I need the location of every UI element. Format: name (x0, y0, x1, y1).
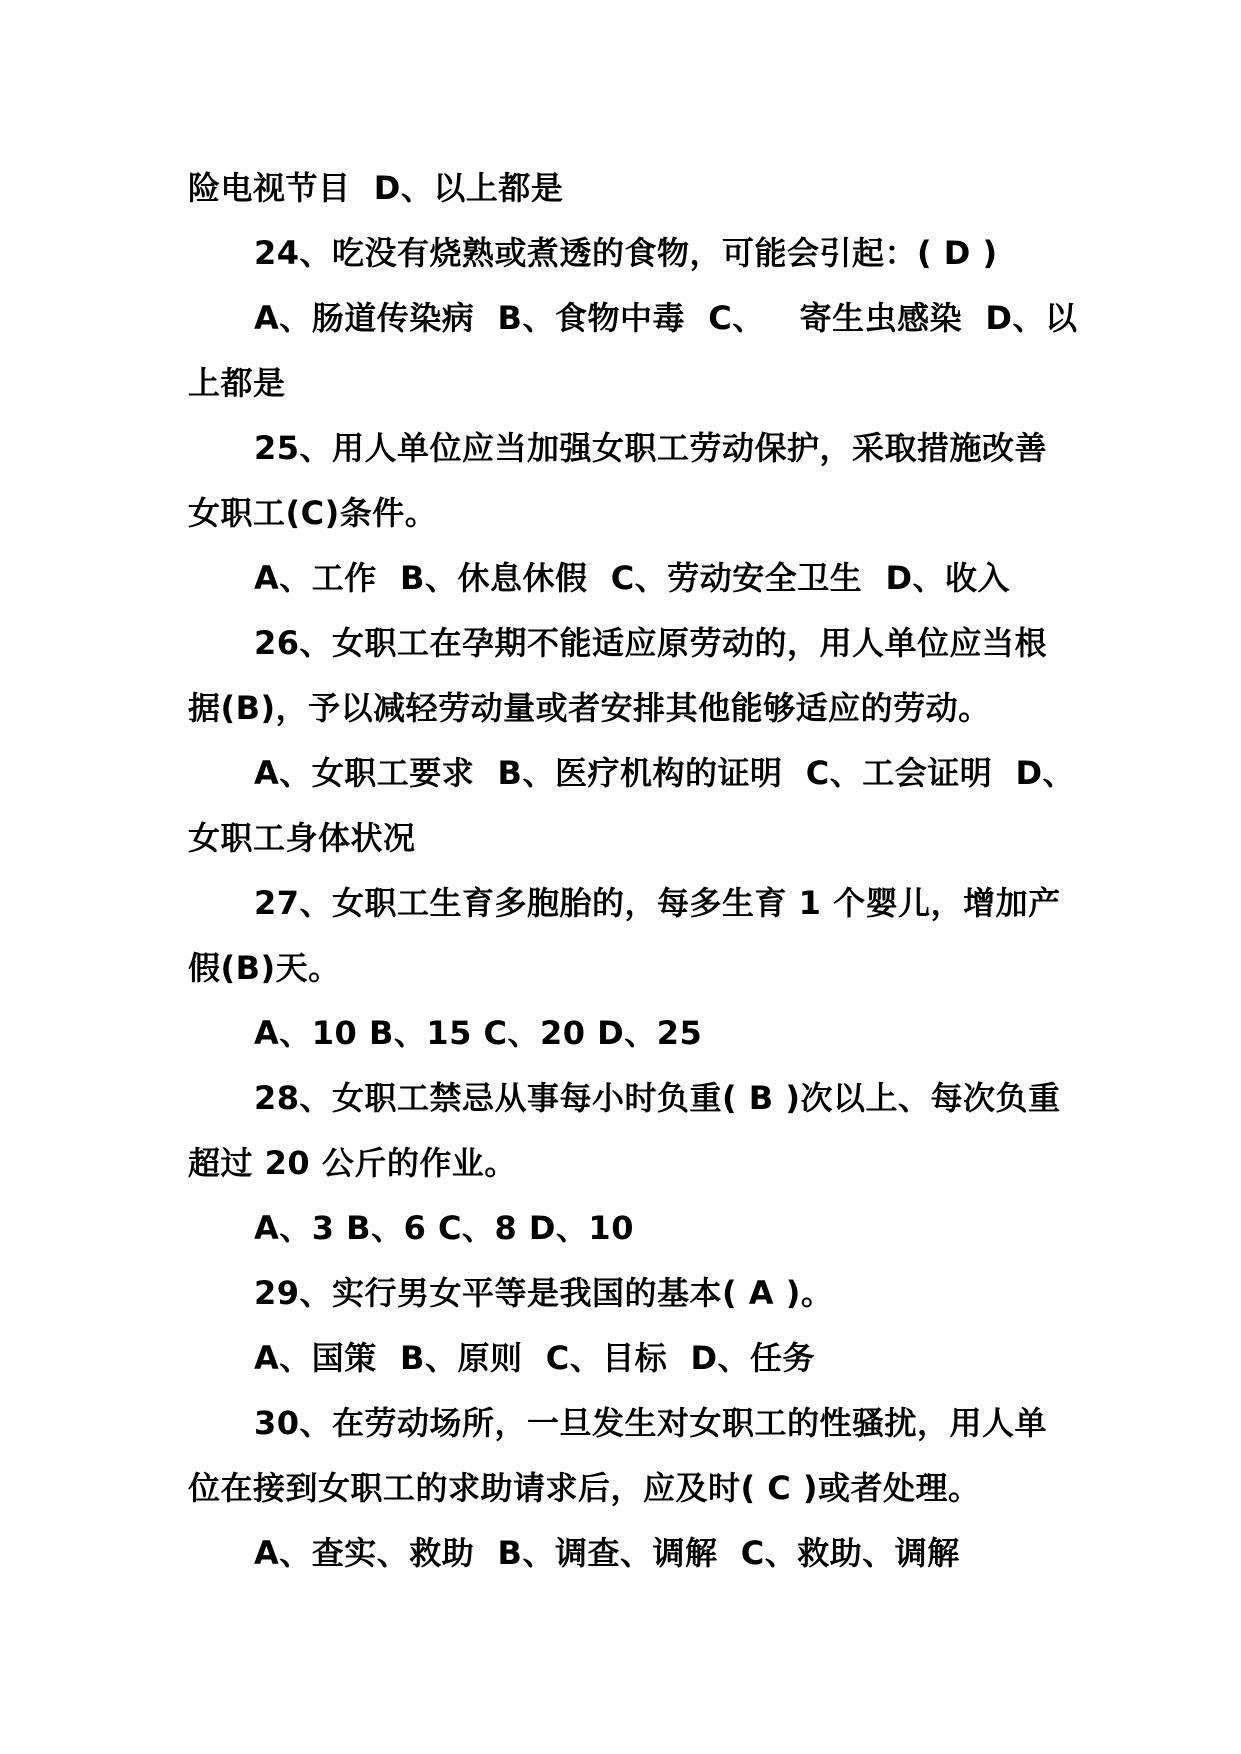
options-26-cont: 女职工身体状况 (188, 819, 416, 857)
question-30-cont: 位在接到女职工的求助请求后，应及时( C )或者处理。 (188, 1469, 981, 1507)
question-25: 25、用人单位应当加强女职工劳动保护，采取措施改善 (254, 429, 1048, 467)
question-27: 27、女职工生育多胞胎的，每多生育 1 个婴儿，增加产 (254, 884, 1061, 922)
question-25-cont: 女职工(C)条件。 (188, 494, 438, 532)
options-25: A、工作 B、休息休假 C、劳动安全卫生 D、收入 (254, 559, 1011, 597)
options-24: A、肠道传染病 B、食物中毒 C、 寄生虫感染 D、以 (254, 299, 1078, 337)
question-28-cont: 超过 20 公斤的作业。 (188, 1144, 517, 1182)
question-24: 24、吃没有烧熟或煮透的食物，可能会引起：( D ) (254, 234, 998, 272)
options-27: A、10 B、15 C、20 D、25 (254, 1014, 703, 1052)
options-24-cont: 上都是 (188, 364, 286, 402)
question-29: 29、实行男女平等是我国的基本( A )。 (254, 1274, 834, 1312)
text-line-q23-tail: 险电视节目 D、以上都是 (188, 169, 564, 207)
options-28: A、3 B、6 C、8 D、10 (254, 1209, 634, 1247)
question-30: 30、在劳动场所，一旦发生对女职工的性骚扰，用人单 (254, 1404, 1048, 1442)
question-28: 28、女职工禁忌从事每小时负重( B )次以上、每次负重 (254, 1079, 1061, 1117)
options-30: A、查实、救助 B、调查、调解 C、救助、调解 (254, 1534, 960, 1572)
options-26: A、女职工要求 B、医疗机构的证明 C、工会证明 D、 (254, 754, 1076, 792)
question-26-cont: 据(B)，予以减轻劳动量或者安排其他能够适应的劳动。 (188, 689, 991, 727)
question-27-cont: 假(B)天。 (188, 949, 341, 987)
question-26: 26、女职工在孕期不能适应原劳动的，用人单位应当根 (254, 624, 1048, 662)
options-29: A、国策 B、原则 C、目标 D、任务 (254, 1339, 816, 1377)
